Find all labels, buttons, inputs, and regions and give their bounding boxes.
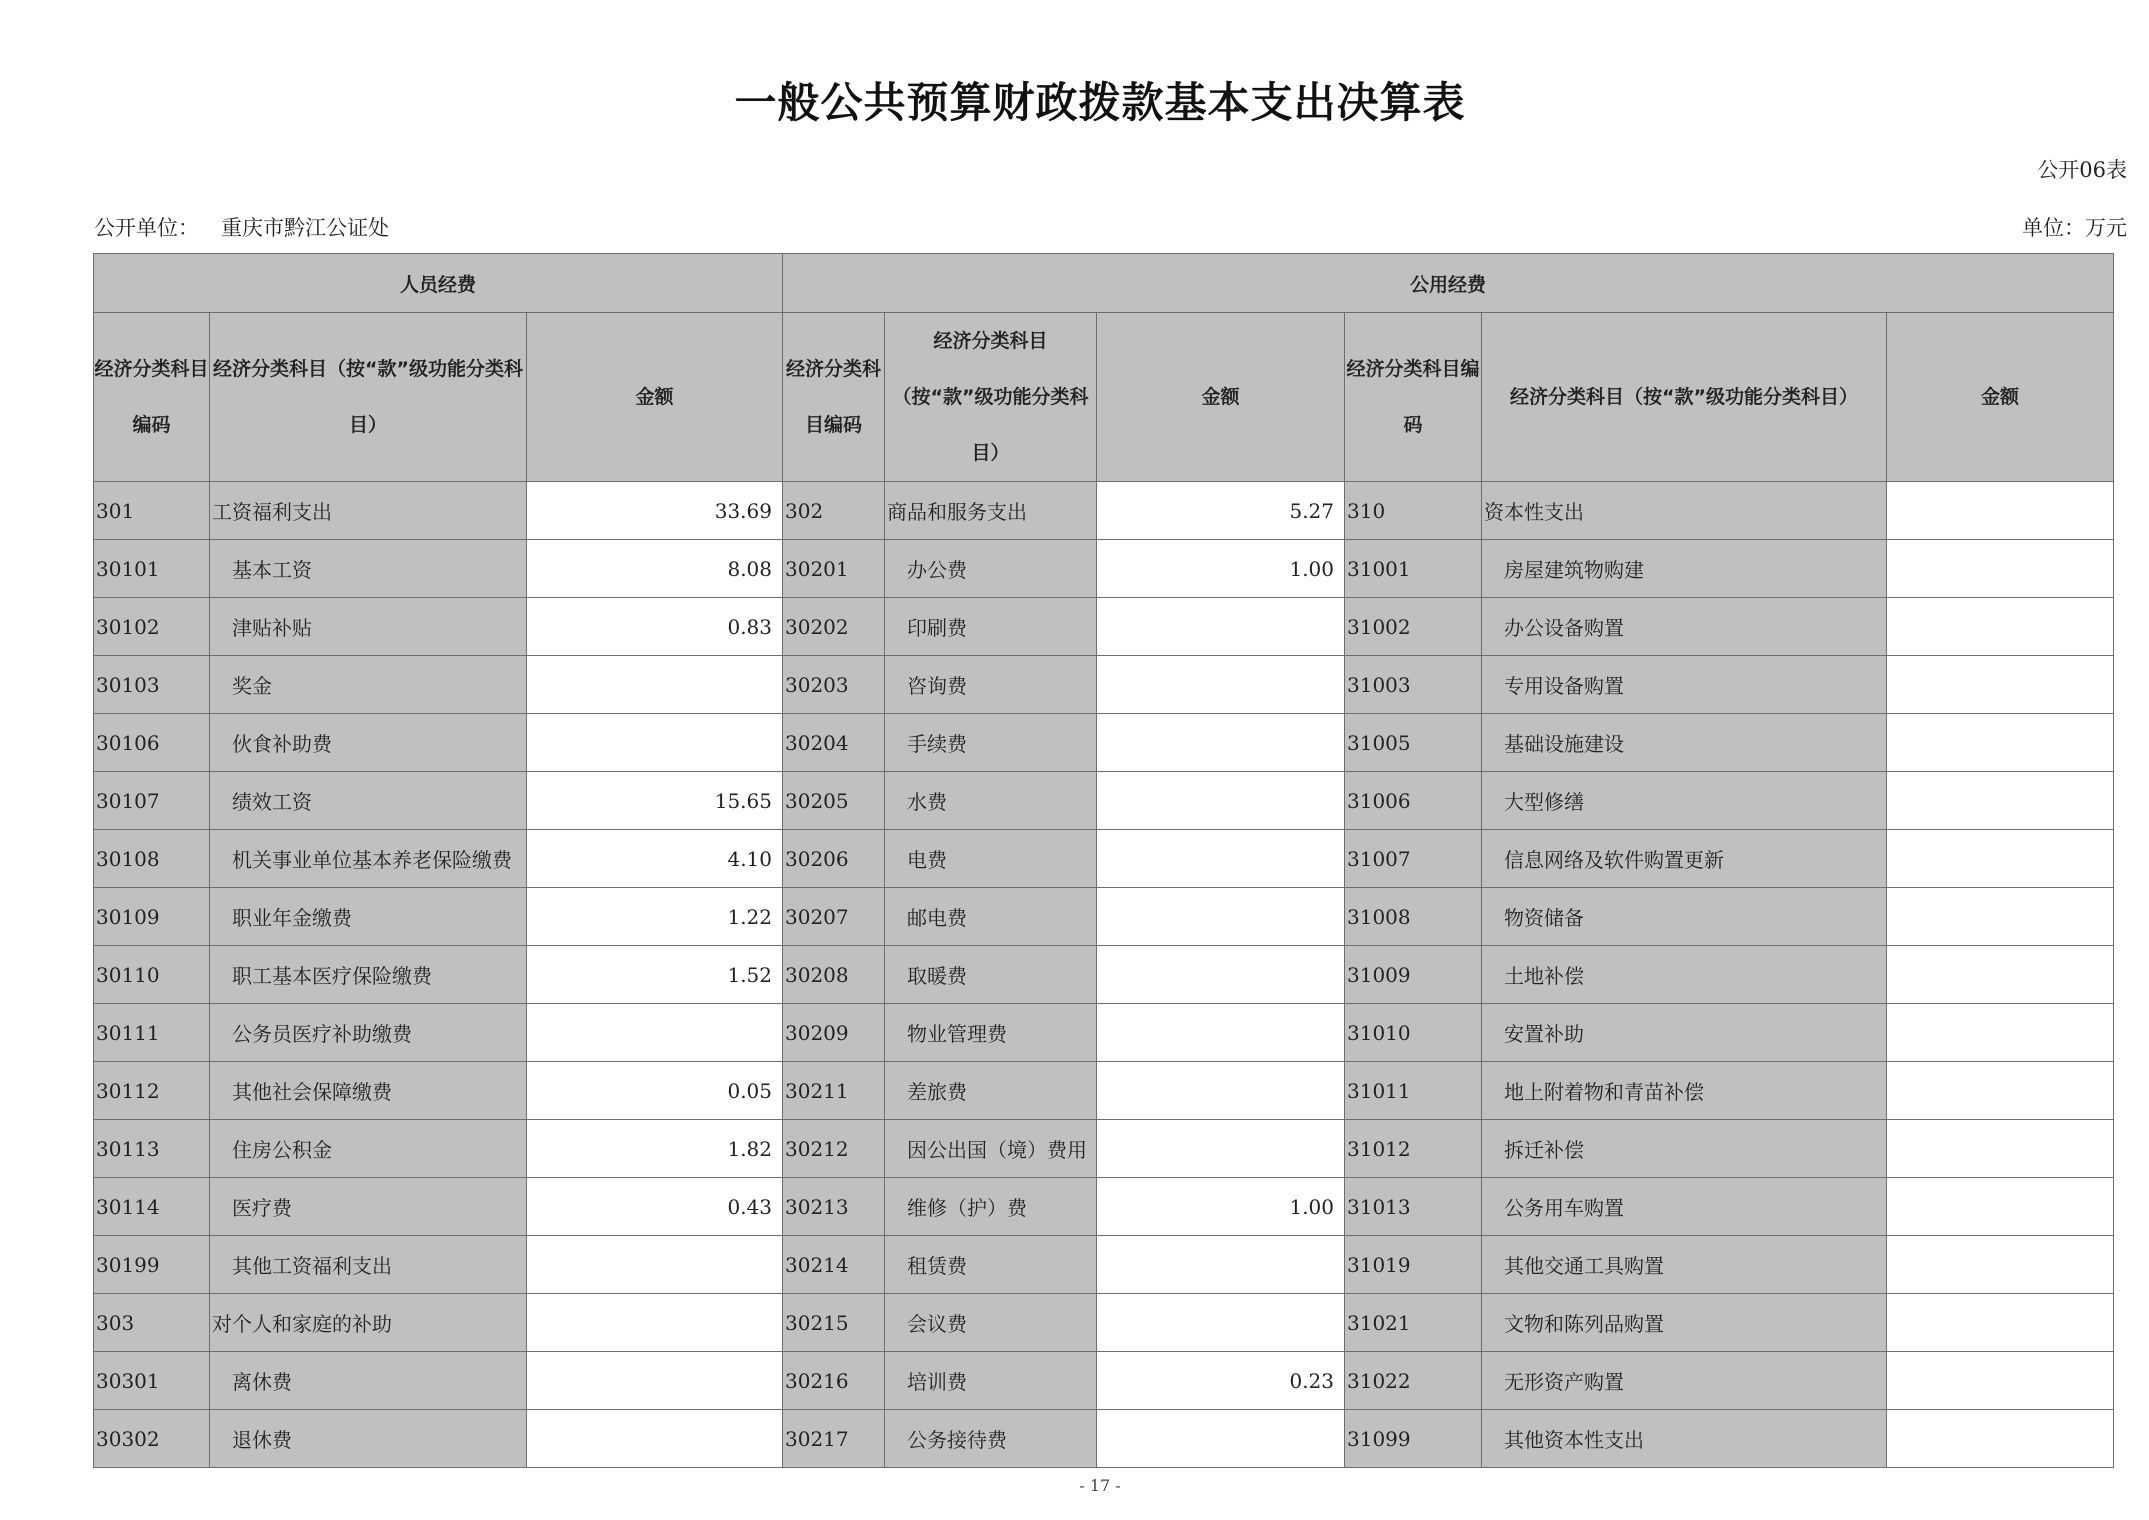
goods-name-cell: 电费: [885, 830, 1097, 888]
capital-code-cell: 310: [1345, 482, 1482, 540]
table-row: [94, 830, 2114, 888]
capital-code-cell: 31002: [1345, 598, 1482, 656]
capital-amount-cell: [1887, 888, 2114, 946]
capital-name-cell: 房屋建筑物购建: [1482, 540, 1887, 598]
goods-code-cell: 30217: [783, 1410, 885, 1468]
capital-code-cell: 31099: [1345, 1410, 1482, 1468]
capital-code-cell: 31003: [1345, 656, 1482, 714]
capital-name-cell: 办公设备购置: [1482, 598, 1887, 656]
capital-code-cell: 31009: [1345, 946, 1482, 1004]
goods-code-cell: 302: [783, 482, 885, 540]
goods-code-cell: 30215: [783, 1294, 885, 1352]
goods-code-cell: 30202: [783, 598, 885, 656]
personnel-code-cell: 30107: [94, 772, 210, 830]
goods-code-cell: 30211: [783, 1062, 885, 1120]
capital-name-cell: 信息网络及软件购置更新: [1482, 830, 1887, 888]
capital-name-cell: 其他资本性支出: [1482, 1410, 1887, 1468]
goods-name-cell: 差旅费: [885, 1062, 1097, 1120]
table-row: [94, 1004, 2114, 1062]
capital-name-cell: 物资储备: [1482, 888, 1887, 946]
goods-code-cell: 30205: [783, 772, 885, 830]
personnel-code-cell: 30106: [94, 714, 210, 772]
personnel-name-cell: 机关事业单位基本养老保险缴费: [210, 830, 527, 888]
capital-amount-cell: [1887, 1004, 2114, 1062]
personnel-name-cell: 其他社会保障缴费: [210, 1062, 527, 1120]
personnel-amount-cell: 0.83: [527, 598, 783, 656]
personnel-name-cell: 职业年金缴费: [210, 888, 527, 946]
goods-code-cell: 30204: [783, 714, 885, 772]
personnel-code-cell: 30114: [94, 1178, 210, 1236]
capital-code-cell: 31021: [1345, 1294, 1482, 1352]
goods-amount-cell: [1097, 1294, 1345, 1352]
capital-amount-cell: [1887, 1294, 2114, 1352]
capital-code-cell: 31005: [1345, 714, 1482, 772]
goods-amount-cell: [1097, 656, 1345, 714]
goods-amount-cell: [1097, 714, 1345, 772]
personnel-code-cell: 301: [94, 482, 210, 540]
personnel-code-cell: 30102: [94, 598, 210, 656]
personnel-amount-cell: [527, 1236, 783, 1294]
personnel-name-cell: 伙食补助费: [210, 714, 527, 772]
header-capital-amount: 金额: [1887, 313, 2114, 482]
capital-amount-cell: [1887, 714, 2114, 772]
personnel-name-cell: 医疗费: [210, 1178, 527, 1236]
capital-code-cell: 31010: [1345, 1004, 1482, 1062]
capital-amount-cell: [1887, 830, 2114, 888]
goods-name-cell: 租赁费: [885, 1236, 1097, 1294]
capital-amount-cell: [1887, 1236, 2114, 1294]
capital-name-cell: 基础设施建设: [1482, 714, 1887, 772]
goods-name-cell: 公务接待费: [885, 1410, 1097, 1468]
personnel-amount-cell: [527, 656, 783, 714]
capital-code-cell: 31008: [1345, 888, 1482, 946]
header-personnel-amount: 金额: [527, 313, 783, 482]
personnel-code-cell: 30108: [94, 830, 210, 888]
table-row: [94, 1236, 2114, 1294]
header-goods-name: 经济分类科目（按“款”级功能分类科目）: [885, 313, 1097, 482]
form-number: 公开06表: [2037, 158, 2127, 182]
personnel-amount-cell: 1.82: [527, 1120, 783, 1178]
personnel-name-cell: 津贴补贴: [210, 598, 527, 656]
capital-code-cell: 31019: [1345, 1236, 1482, 1294]
goods-name-cell: 水费: [885, 772, 1097, 830]
goods-amount-cell: [1097, 772, 1345, 830]
capital-name-cell: 安置补助: [1482, 1004, 1887, 1062]
capital-name-cell: 大型修缮: [1482, 772, 1887, 830]
goods-code-cell: 30212: [783, 1120, 885, 1178]
table-row: [94, 1120, 2114, 1178]
goods-code-cell: 30209: [783, 1004, 885, 1062]
currency-unit: 单位：万元: [2022, 216, 2127, 240]
goods-code-cell: 30207: [783, 888, 885, 946]
personnel-amount-cell: 33.69: [527, 482, 783, 540]
capital-name-cell: 专用设备购置: [1482, 656, 1887, 714]
personnel-amount-cell: 4.10: [527, 830, 783, 888]
capital-code-cell: 31007: [1345, 830, 1482, 888]
goods-amount-cell: [1097, 888, 1345, 946]
personnel-name-cell: 其他工资福利支出: [210, 1236, 527, 1294]
personnel-amount-cell: 1.52: [527, 946, 783, 1004]
capital-name-cell: 无形资产购置: [1482, 1352, 1887, 1410]
goods-name-cell: 咨询费: [885, 656, 1097, 714]
unit-name: 重庆市黔江公证处: [221, 216, 389, 240]
goods-name-cell: 培训费: [885, 1352, 1097, 1410]
goods-amount-cell: [1097, 1236, 1345, 1294]
personnel-amount-cell: [527, 1294, 783, 1352]
capital-code-cell: 31001: [1345, 540, 1482, 598]
page-title: 一般公共预算财政拨款基本支出决算表: [734, 78, 1466, 127]
goods-amount-cell: [1097, 1004, 1345, 1062]
personnel-amount-cell: 1.22: [527, 888, 783, 946]
table-row: [94, 540, 2114, 598]
header-personnel-name: 经济分类科目（按“款”级功能分类科目）: [210, 313, 527, 482]
capital-amount-cell: [1887, 1120, 2114, 1178]
capital-code-cell: 31006: [1345, 772, 1482, 830]
personnel-amount-cell: [527, 714, 783, 772]
personnel-name-cell: 奖金: [210, 656, 527, 714]
personnel-name-cell: 离休费: [210, 1352, 527, 1410]
personnel-code-cell: 30199: [94, 1236, 210, 1294]
capital-amount-cell: [1887, 1062, 2114, 1120]
personnel-code-cell: 30111: [94, 1004, 210, 1062]
capital-amount-cell: [1887, 482, 2114, 540]
personnel-name-cell: 住房公积金: [210, 1120, 527, 1178]
page-number: - 17 -: [1079, 1476, 1121, 1495]
goods-name-cell: 手续费: [885, 714, 1097, 772]
goods-code-cell: 30213: [783, 1178, 885, 1236]
header-personnel-code: 经济分类科目编码: [94, 313, 210, 482]
personnel-name-cell: 对个人和家庭的补助: [210, 1294, 527, 1352]
capital-amount-cell: [1887, 772, 2114, 830]
capital-name-cell: 土地补偿: [1482, 946, 1887, 1004]
goods-code-cell: 30208: [783, 946, 885, 1004]
personnel-amount-cell: 8.08: [527, 540, 783, 598]
goods-name-cell: 取暖费: [885, 946, 1097, 1004]
personnel-name-cell: 公务员医疗补助缴费: [210, 1004, 527, 1062]
personnel-name-cell: 基本工资: [210, 540, 527, 598]
goods-name-cell: 因公出国（境）费用: [885, 1120, 1097, 1178]
personnel-code-cell: 30301: [94, 1352, 210, 1410]
goods-amount-cell: [1097, 946, 1345, 1004]
capital-name-cell: 地上附着物和青苗补偿: [1482, 1062, 1887, 1120]
table-row: [94, 598, 2114, 656]
personnel-code-cell: 30110: [94, 946, 210, 1004]
personnel-name-cell: 绩效工资: [210, 772, 527, 830]
capital-code-cell: 31012: [1345, 1120, 1482, 1178]
goods-code-cell: 30201: [783, 540, 885, 598]
capital-name-cell: 拆迁补偿: [1482, 1120, 1887, 1178]
personnel-name-cell: 退休费: [210, 1410, 527, 1468]
table-row: [94, 772, 2114, 830]
personnel-amount-cell: [527, 1410, 783, 1468]
table-row: [94, 482, 2114, 540]
table-row: [94, 1352, 2114, 1410]
personnel-code-cell: 30112: [94, 1062, 210, 1120]
goods-name-cell: 邮电费: [885, 888, 1097, 946]
goods-amount-cell: 1.00: [1097, 1178, 1345, 1236]
table-row: [94, 946, 2114, 1004]
capital-name-cell: 公务用车购置: [1482, 1178, 1887, 1236]
personnel-code-cell: 30109: [94, 888, 210, 946]
goods-name-cell: 商品和服务支出: [885, 482, 1097, 540]
table-row: [94, 1178, 2114, 1236]
goods-amount-cell: 0.23: [1097, 1352, 1345, 1410]
capital-amount-cell: [1887, 598, 2114, 656]
table-row: [94, 1294, 2114, 1352]
goods-amount-cell: 1.00: [1097, 540, 1345, 598]
capital-amount-cell: [1887, 946, 2114, 1004]
table-row: [94, 888, 2114, 946]
goods-code-cell: 30216: [783, 1352, 885, 1410]
personnel-name-cell: 工资福利支出: [210, 482, 527, 540]
goods-name-cell: 物业管理费: [885, 1004, 1097, 1062]
personnel-code-cell: 30113: [94, 1120, 210, 1178]
goods-amount-cell: [1097, 1062, 1345, 1120]
goods-code-cell: 30214: [783, 1236, 885, 1294]
header-capital-code: 经济分类科目编码: [1345, 313, 1482, 482]
section-personnel: 人员经费: [94, 254, 783, 313]
expenditure-table: [93, 253, 2114, 1468]
capital-name-cell: 资本性支出: [1482, 482, 1887, 540]
capital-amount-cell: [1887, 540, 2114, 598]
goods-amount-cell: [1097, 1410, 1345, 1468]
goods-amount-cell: [1097, 598, 1345, 656]
table-row: [94, 1062, 2114, 1120]
unit-label: 公开单位：: [94, 216, 199, 240]
personnel-amount-cell: 0.05: [527, 1062, 783, 1120]
capital-amount-cell: [1887, 1178, 2114, 1236]
capital-amount-cell: [1887, 1352, 2114, 1410]
capital-name-cell: 文物和陈列品购置: [1482, 1294, 1887, 1352]
capital-amount-cell: [1887, 1410, 2114, 1468]
personnel-code-cell: 30302: [94, 1410, 210, 1468]
personnel-amount-cell: 0.43: [527, 1178, 783, 1236]
header-goods-code: 经济分类科目编码: [783, 313, 885, 482]
table-row: [94, 656, 2114, 714]
goods-name-cell: 维修（护）费: [885, 1178, 1097, 1236]
goods-code-cell: 30203: [783, 656, 885, 714]
reporting-unit: [94, 212, 389, 242]
goods-name-cell: 会议费: [885, 1294, 1097, 1352]
goods-code-cell: 30206: [783, 830, 885, 888]
section-public: 公用经费: [783, 254, 2114, 313]
table-row: [94, 1410, 2114, 1468]
capital-amount-cell: [1887, 656, 2114, 714]
header-goods-amount: 金额: [1097, 313, 1345, 482]
capital-name-cell: 其他交通工具购置: [1482, 1236, 1887, 1294]
goods-amount-cell: [1097, 1120, 1345, 1178]
personnel-amount-cell: [527, 1004, 783, 1062]
capital-code-cell: 31022: [1345, 1352, 1482, 1410]
table-row: [94, 714, 2114, 772]
personnel-amount-cell: 15.65: [527, 772, 783, 830]
personnel-name-cell: 职工基本医疗保险缴费: [210, 946, 527, 1004]
capital-code-cell: 31013: [1345, 1178, 1482, 1236]
goods-name-cell: 印刷费: [885, 598, 1097, 656]
header-capital-name: 经济分类科目（按“款”级功能分类科目）: [1482, 313, 1887, 482]
goods-name-cell: 办公费: [885, 540, 1097, 598]
personnel-code-cell: 303: [94, 1294, 210, 1352]
goods-amount-cell: 5.27: [1097, 482, 1345, 540]
personnel-amount-cell: [527, 1352, 783, 1410]
personnel-code-cell: 30101: [94, 540, 210, 598]
goods-amount-cell: [1097, 830, 1345, 888]
capital-code-cell: 31011: [1345, 1062, 1482, 1120]
personnel-code-cell: 30103: [94, 656, 210, 714]
